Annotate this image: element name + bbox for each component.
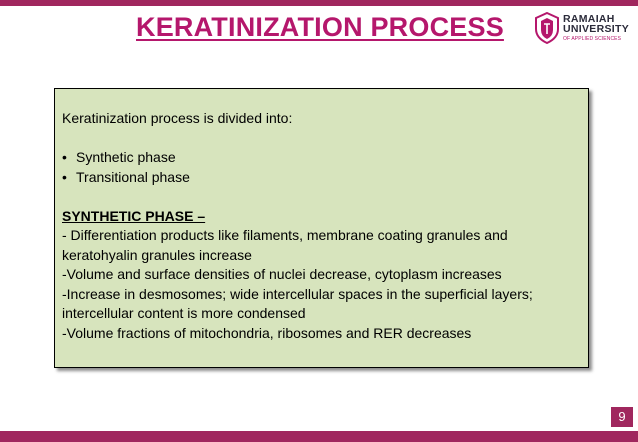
- content-box: [54, 88, 589, 368]
- top-accent-bar: [0, 0, 638, 6]
- bottom-accent-bar: [0, 431, 638, 442]
- section-heading: SYNTHETIC PHASE –: [62, 207, 206, 224]
- logo-emblem-icon: [534, 12, 560, 44]
- content-text: [62, 109, 584, 343]
- logo-line-1: RAMAIAH: [563, 13, 615, 25]
- body-line: keratohyalin granules increase: [62, 246, 252, 263]
- logo-line-2: UNIVERSITY: [563, 23, 630, 35]
- bullet-transitional-phase: • Transitional phase: [62, 168, 584, 188]
- body-line: -Volume fractions of mitochondria, ribosomes and RER decreases: [62, 324, 472, 341]
- body-line: -Increase in desmosomes; wide intercellular spaces in the superficial layers;: [62, 285, 533, 302]
- logo-line-3: OF APPLIED SCIENCES: [563, 36, 622, 42]
- body-line: intercellular content is more condensed: [62, 305, 306, 321]
- body-line: - Differentiation products like filaments, membrane coating granules and: [62, 227, 508, 243]
- page-number: 9: [611, 407, 633, 427]
- bullet-synthetic-phase: • Synthetic phase: [62, 148, 584, 168]
- intro-text: Keratinization process is divided into:: [62, 110, 293, 126]
- slide-title: KERATINIZATION PROCESS: [136, 12, 504, 42]
- university-logo: [534, 12, 634, 46]
- body-line: -Volume and surface densities of nuclei decrease, cytoplasm increases: [62, 266, 502, 282]
